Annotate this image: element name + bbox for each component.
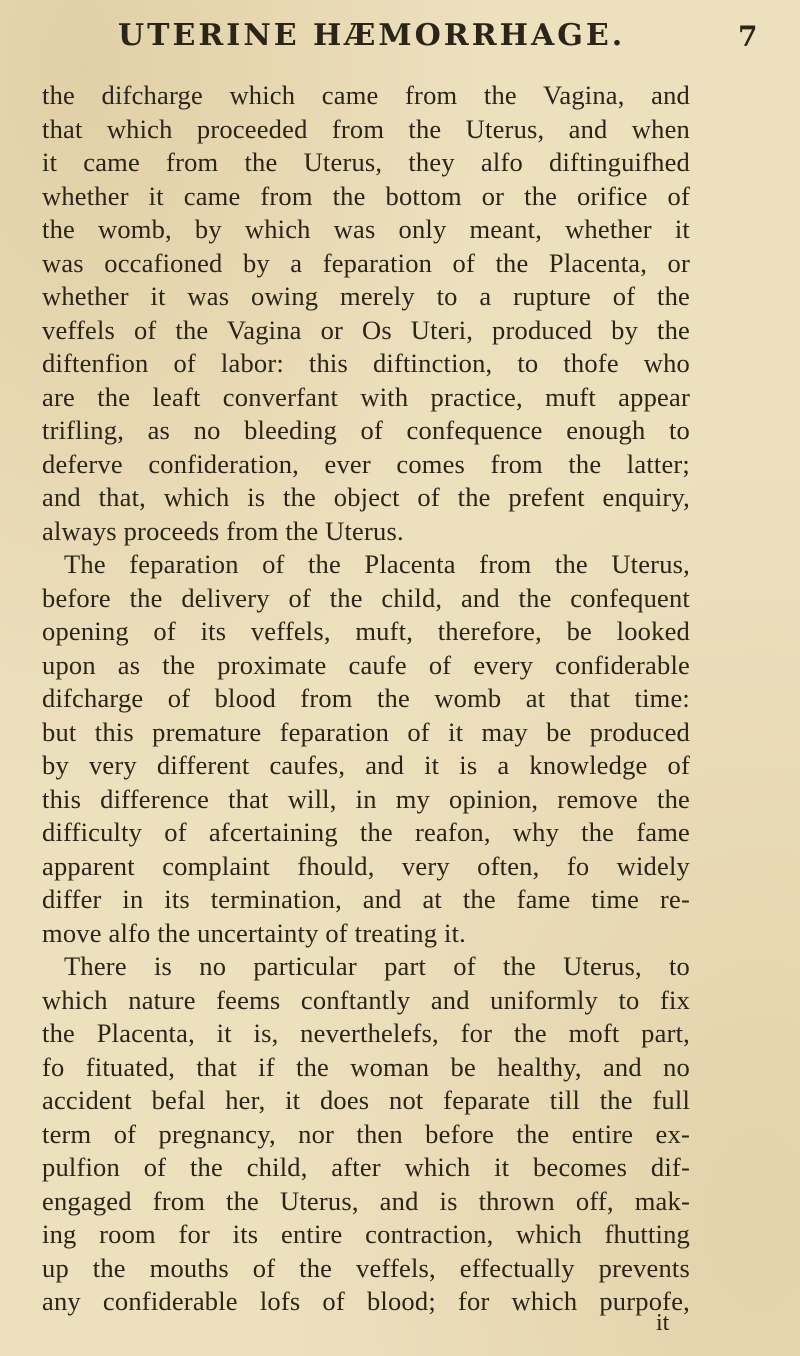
text-line: trifling, as no bleeding of confequence enough to (42, 415, 690, 445)
text-line: ing room for its entire contraction, which fhutting (42, 1219, 690, 1249)
text-line: it came from the Uterus, they alfo diftinguifhed (42, 147, 690, 177)
text-line: apparent complaint fhould, very often, fo widely (42, 850, 690, 881)
text-line: but this premature feparation of it may be produced (42, 716, 690, 747)
text-line: deferve confideration, ever comes from the latter; (42, 448, 690, 479)
text-line: accident befal her, it does not feparate till the full (42, 1085, 690, 1115)
text-line: fo fituated, that if the woman be healthy, and no (42, 1051, 690, 1082)
text-line: that which proceeded from the Uterus, and when (42, 113, 690, 144)
text-line: the womb, by which was only meant, whether it (42, 214, 690, 244)
text-line: up the mouths of the veffels, effectually prevents (42, 1252, 690, 1283)
text-line: engaged from the Uterus, and is thrown off, mak- (42, 1185, 690, 1216)
text-line: was occafioned by a feparation of the Placenta, or (42, 247, 690, 278)
text-line: are the leaft converfant with practice, muft appear (42, 381, 690, 412)
text-line: difficulty of afcertaining the reafon, why the fame (42, 817, 690, 847)
text-line: diftenfion of labor: this diftinction, to thofe who (42, 348, 690, 378)
text-line: whether it was owing merely to a rupture of the (42, 281, 690, 311)
text-line: differ in its termination, and at the fame time re- (42, 884, 690, 914)
text-line: The feparation of the Placenta from the Uterus, (64, 549, 690, 579)
text-line: the Placenta, it is, neverthelefs, for the moft part, (42, 1018, 690, 1048)
text-line: before the delivery of the child, and the confequent (42, 582, 690, 613)
text-line: difcharge of blood from the womb at that time: (42, 683, 690, 713)
text-line: and that, which is the object of the prefent enquiry, (42, 482, 690, 512)
page-number: 7 (738, 20, 758, 53)
text-line: term of pregnancy, nor then before the entire ex- (42, 1118, 690, 1149)
text-line: There is no particular part of the Uterus, to (64, 951, 690, 981)
text-line: opening of its veffels, muft, therefore, be looked (42, 616, 690, 646)
text-line: always proceeds from the Uterus. (42, 515, 404, 546)
catchword: it (656, 1310, 670, 1336)
text-line: move alfo the uncertainty of treating it. (42, 917, 466, 948)
text-line: by very different caufes, and it is a knowledge of (42, 750, 690, 780)
text-line: pulfion of the child, after which it becomes dif- (42, 1152, 690, 1182)
text-line: the difcharge which came from the Vagina, and (42, 80, 690, 110)
text-line: any confiderable lofs of blood; for which purpofe, (42, 1286, 690, 1316)
text-line: which nature feems conftantly and uniformly to fix (42, 984, 690, 1015)
text-line: upon as the proximate caufe of every confiderable (42, 649, 690, 680)
running-title: UTERINE HÆMORRHAGE. (118, 18, 626, 53)
text-line: whether it came from the bottom or the orifice of (42, 180, 690, 211)
text-line: veffels of the Vagina or Os Uteri, produced by the (42, 314, 690, 345)
text-line: this difference that will, in my opinion, remove the (42, 783, 690, 814)
